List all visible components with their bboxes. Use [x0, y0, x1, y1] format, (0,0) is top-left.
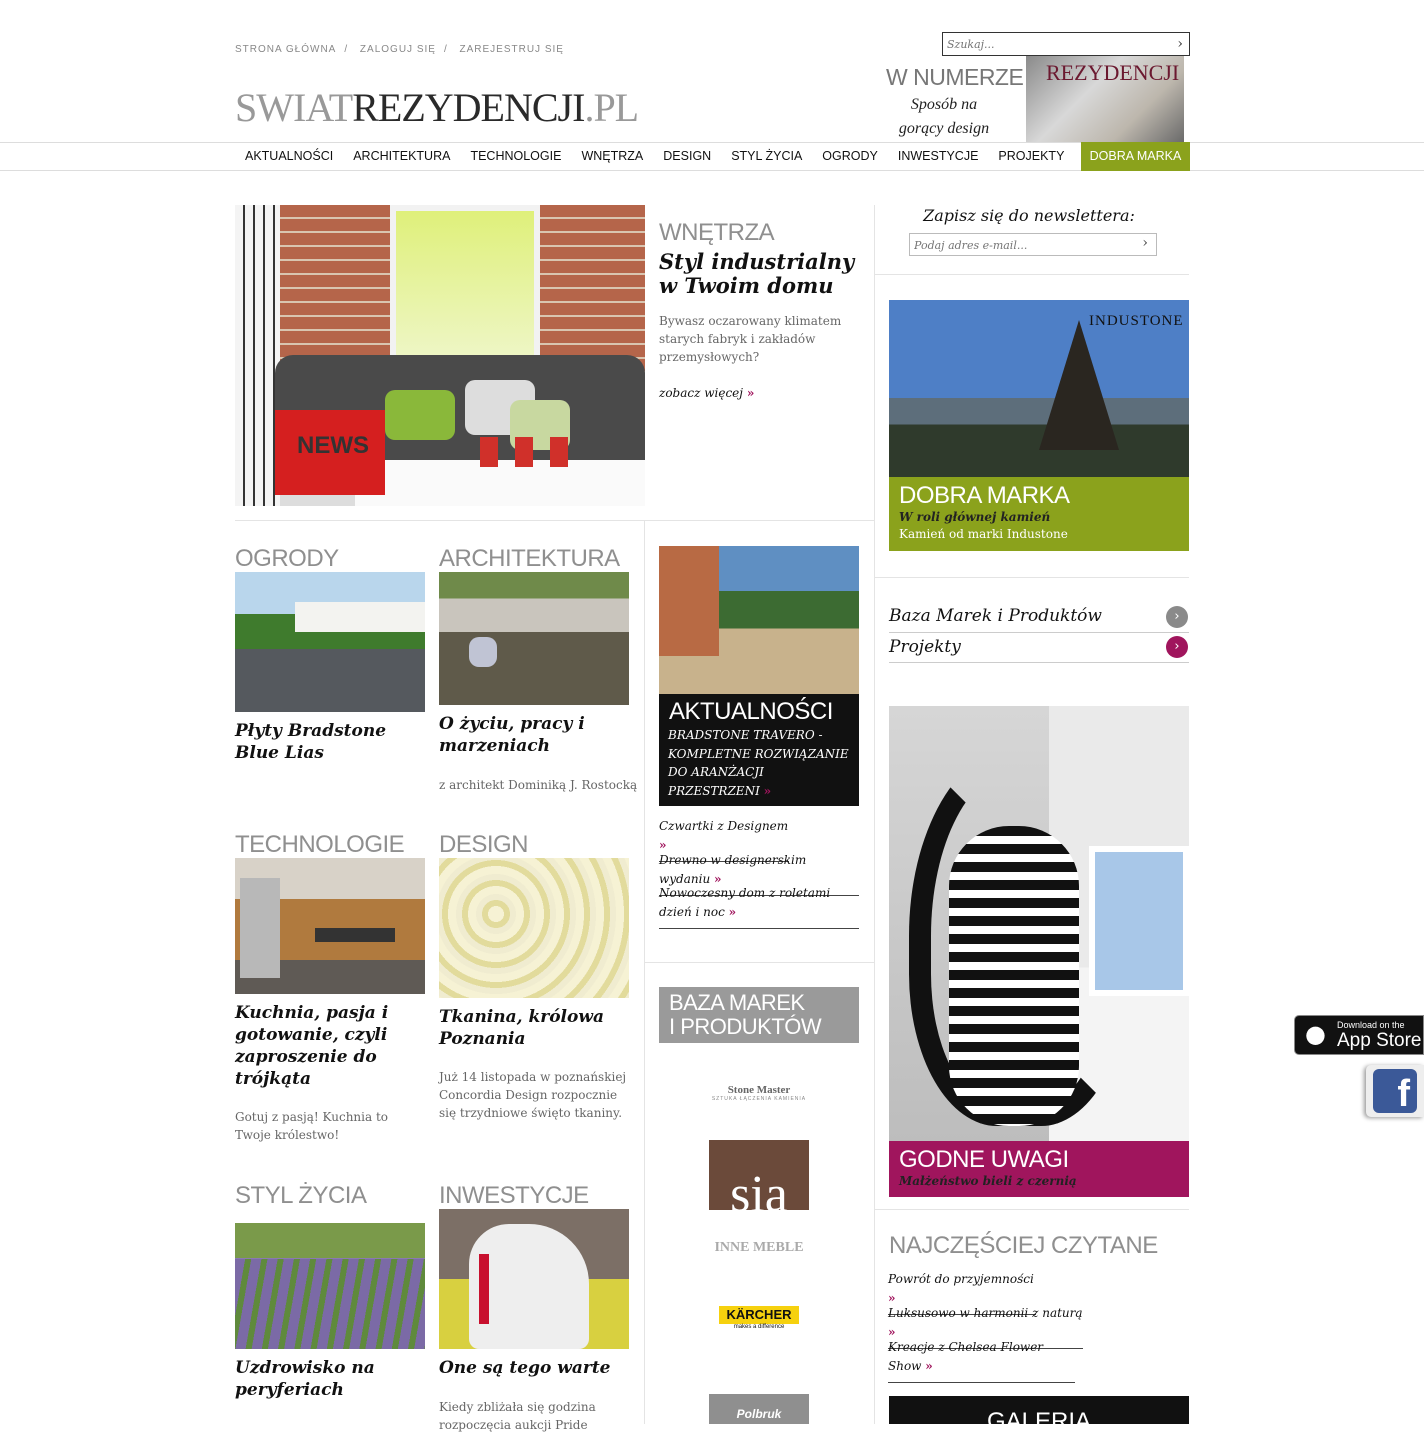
divider	[644, 962, 874, 963]
nav-dobra-marka[interactable]: DOBRA MARKA	[1081, 142, 1190, 171]
news-link-3-label: Nowoczesny dom z roletami dzień i noc	[659, 886, 831, 919]
feature-more-link[interactable]: zobacz więcej »	[659, 386, 755, 400]
article-title-inwestycje[interactable]: One są tego warte	[439, 1358, 611, 1378]
most-read-item-1-label: Powrót do przyjemności	[888, 1272, 1034, 1286]
news-box-title-text: BRADSTONE TRAVERO - KOMPLETNE ROZWIĄZANIE DO ARANŻACJI PRZESTRZENI	[668, 728, 849, 798]
feature-desc: Bywasz oczarowany klimatem starych fabryk i zakładów przemysłowych?	[659, 314, 842, 364]
godne-uwagi-title: Małżeństwo bieli z czernią	[899, 1174, 1077, 1188]
dobra-marka-label: DOBRA MARKA	[899, 482, 1070, 509]
news-link-1-label: Czwartki z Designem	[659, 819, 789, 833]
logo-part2: REZYDENCJI	[352, 85, 585, 130]
news-box-title: BRADSTONE TRAVERO - KOMPLETNE ROZWIĄZANIE DO ARANŻACJI PRZESTRZENI »	[668, 728, 849, 798]
app-store-small: Download on the	[1337, 1020, 1405, 1030]
brands-title-line1: BAZA MAREK	[669, 990, 805, 1015]
issue-title[interactable]: Sposób na gorący design	[898, 96, 990, 137]
app-store-big: App Store	[1337, 1030, 1422, 1051]
most-read-item-2-label: Luksusowo w harmonii z naturą	[888, 1306, 1083, 1320]
nav-ogrody[interactable]: OGRODY	[822, 149, 878, 163]
nav-projekty[interactable]: PROJEKTY	[998, 149, 1065, 163]
issue-cover-text: REZYDENCJI	[1046, 60, 1180, 85]
galeria-label: GALERIA	[986, 1408, 1092, 1435]
apple-icon: ●	[1305, 1020, 1326, 1048]
register-link[interactable]: ZAREJESTRUJ SIĘ	[459, 44, 564, 55]
godne-uwagi-label: GODNE UWAGI	[899, 1146, 1069, 1173]
divider	[874, 205, 875, 1424]
most-read-item-2[interactable]: Luksusowo w harmonii z naturą »	[888, 1304, 1083, 1349]
dobra-marka-box[interactable]	[889, 477, 1189, 551]
nav-wnetrza[interactable]: WNĘTRZA	[581, 149, 644, 163]
godne-uwagi-box[interactable]	[889, 1141, 1189, 1197]
divider	[889, 632, 1189, 633]
dobra-marka-image[interactable]	[889, 300, 1189, 478]
category-inwestycje[interactable]: INWESTYCJE	[439, 1182, 589, 1209]
article-image-ogrody[interactable]	[235, 572, 425, 712]
brand-logo-stonemaster[interactable]	[709, 1084, 809, 1102]
newsletter-email-input[interactable]	[910, 235, 1125, 256]
nav-aktualnosci[interactable]: AKTUALNOŚCI	[245, 149, 334, 163]
divider	[235, 520, 874, 521]
article-desc-technologie: Gotuj z pasją! Kuchnia to Twoje królestwo!	[235, 1110, 388, 1142]
newsletter-submit-icon[interactable]: ›	[1142, 235, 1148, 251]
divider	[874, 1209, 1189, 1210]
most-read-title: NAJCZĘŚCIEJ CZYTANE	[889, 1232, 1158, 1259]
brand-logo-karcher[interactable]	[719, 1306, 799, 1330]
article-title-ogrody[interactable]: Płyty Bradstone Blue Lias	[235, 721, 387, 763]
dobra-marka-subtitle: Kamień od marki Industone	[899, 527, 1068, 541]
divider	[874, 577, 1189, 578]
login-link[interactable]: ZALOGUJ SIĘ	[359, 44, 436, 55]
sia-name: sia	[730, 1166, 788, 1223]
polbruk-name: Polbruk	[736, 1407, 782, 1421]
category-architektura[interactable]: ARCHITEKTURA	[439, 545, 620, 572]
category-ogrody[interactable]: OGRODY	[235, 545, 339, 572]
galeria-box[interactable]	[889, 1396, 1189, 1435]
nav-inwestycje[interactable]: INWESTYCJE	[897, 149, 979, 163]
news-box-category: AKTUALNOŚCI	[669, 698, 833, 725]
brand-logo-sia[interactable]	[709, 1140, 809, 1223]
most-read-item-3[interactable]: Kreacje z Chelsea Flower Show »	[888, 1338, 1075, 1383]
search-submit-icon[interactable]: ›	[1177, 36, 1183, 52]
logo-part1: SWIAT	[235, 85, 353, 130]
newsletter-title: Zapisz się do newslettera:	[923, 206, 1135, 225]
article-desc-architektura: z architekt Dominiką J. Rostocką	[439, 778, 638, 792]
article-image-architektura[interactable]	[439, 572, 629, 705]
app-store-badge[interactable]	[1294, 1015, 1424, 1055]
article-title-architektura[interactable]: O życiu, pracy i marzeniach	[439, 714, 585, 756]
karcher-name: KÄRCHER	[719, 1306, 799, 1324]
brands-title-line2: I PRODUKTÓW	[669, 1014, 822, 1039]
category-styl-zycia[interactable]: STYL ŻYCIA	[235, 1182, 367, 1209]
facebook-icon: f	[1373, 1069, 1417, 1113]
industone-logo: INDUSTONE	[1089, 313, 1184, 329]
article-desc-design: Już 14 listopada w poznańskiej Concordia Design rozpocznie się trzydniowe święto tkaniny.	[439, 1070, 627, 1120]
brand-logo-polbruk[interactable]	[709, 1394, 809, 1424]
feature-image[interactable]	[235, 205, 645, 506]
feature-title[interactable]: Styl industrialny w Twoim domu	[659, 249, 855, 298]
news-box-image[interactable]	[659, 546, 859, 696]
divider	[889, 662, 1189, 663]
brand-logo-inne-meble[interactable]: INNE MEBLE	[714, 1240, 804, 1255]
news-link-2[interactable]: Drewno w designerskim wydaniu »	[659, 851, 859, 896]
most-read-item-3-label: Kreacje z Chelsea Flower Show	[888, 1340, 1044, 1373]
facebook-badge[interactable]	[1366, 1065, 1424, 1117]
search-input[interactable]	[943, 34, 1153, 56]
nav-design[interactable]: DESIGN	[663, 149, 712, 163]
dobra-marka-title: W roli głównej kamień	[899, 510, 1051, 524]
baza-marek-arrow-icon[interactable]: ›	[1166, 606, 1188, 628]
article-image-styl-zycia[interactable]	[235, 1209, 425, 1349]
projekty-link[interactable]: Projekty	[889, 637, 961, 657]
newsletter-box	[909, 233, 1157, 256]
godne-uwagi-image[interactable]	[889, 706, 1189, 1142]
nav-technologie[interactable]: TECHNOLOGIE	[470, 149, 562, 163]
brands-header[interactable]	[659, 987, 859, 1043]
logo-part3: .PL	[584, 85, 639, 130]
issue-label: W NUMERZE	[886, 64, 1024, 90]
news-box[interactable]	[659, 694, 859, 806]
site-logo[interactable]	[235, 84, 638, 131]
article-desc-inwestycje: Kiedy zbliżała się godzina rozpoczęcia aukcji Pride	[439, 1400, 596, 1432]
article-title-technologie[interactable]: Kuchnia, pasja i gotowanie, czyli zaproszenie do trójkąta	[235, 1003, 389, 1089]
stonemaster-name: Stone Master	[727, 1084, 791, 1096]
article-image-design[interactable]	[439, 858, 629, 998]
news-link-2-label: Drewno w designerskim wydaniu	[659, 853, 807, 886]
issue-cover-image[interactable]	[1026, 56, 1184, 142]
stonemaster-tagline: SZTUKA ŁĄCZENIA KAMIENIA	[711, 1096, 807, 1102]
news-link-3[interactable]: Nowoczesny dom z roletami dzień i noc »	[659, 884, 859, 929]
main-nav	[235, 142, 1182, 171]
home-link[interactable]: STRONA GŁÓWNA	[235, 44, 337, 55]
news-link-1[interactable]: Czwartki z Designem »	[659, 817, 789, 862]
divider	[644, 520, 645, 1424]
category-design[interactable]: DESIGN	[439, 831, 529, 858]
feature-category[interactable]: WNĘTRZA	[659, 219, 775, 246]
article-title-styl-zycia[interactable]: Uzdrowisko na peryferiach	[235, 1358, 375, 1400]
nav-architektura[interactable]: ARCHITEKTURA	[353, 149, 451, 163]
top-links: STRONA GŁÓWNA / ZALOGUJ SIĘ / ZAREJESTRUJ SIĘ	[235, 44, 564, 55]
karcher-tagline: makes a difference	[733, 1324, 785, 1330]
nav-styl-zycia[interactable]: STYL ŻYCIA	[731, 149, 803, 163]
baza-marek-link[interactable]: Baza Marek i Produktów	[889, 606, 1102, 626]
article-title-design[interactable]: Tkanina, królowa Poznania	[439, 1007, 604, 1049]
news-sign: NEWS	[297, 432, 369, 459]
category-technologie[interactable]: TECHNOLOGIE	[235, 831, 405, 858]
projekty-arrow-icon[interactable]: ›	[1166, 636, 1188, 658]
article-image-inwestycje[interactable]	[439, 1209, 629, 1349]
divider	[874, 274, 1189, 275]
most-read-item-1[interactable]: Powrót do przyjemności »	[888, 1270, 1036, 1315]
search-box	[942, 32, 1190, 56]
article-image-technologie[interactable]	[235, 858, 425, 994]
feature-more-label: zobacz więcej	[659, 386, 743, 400]
